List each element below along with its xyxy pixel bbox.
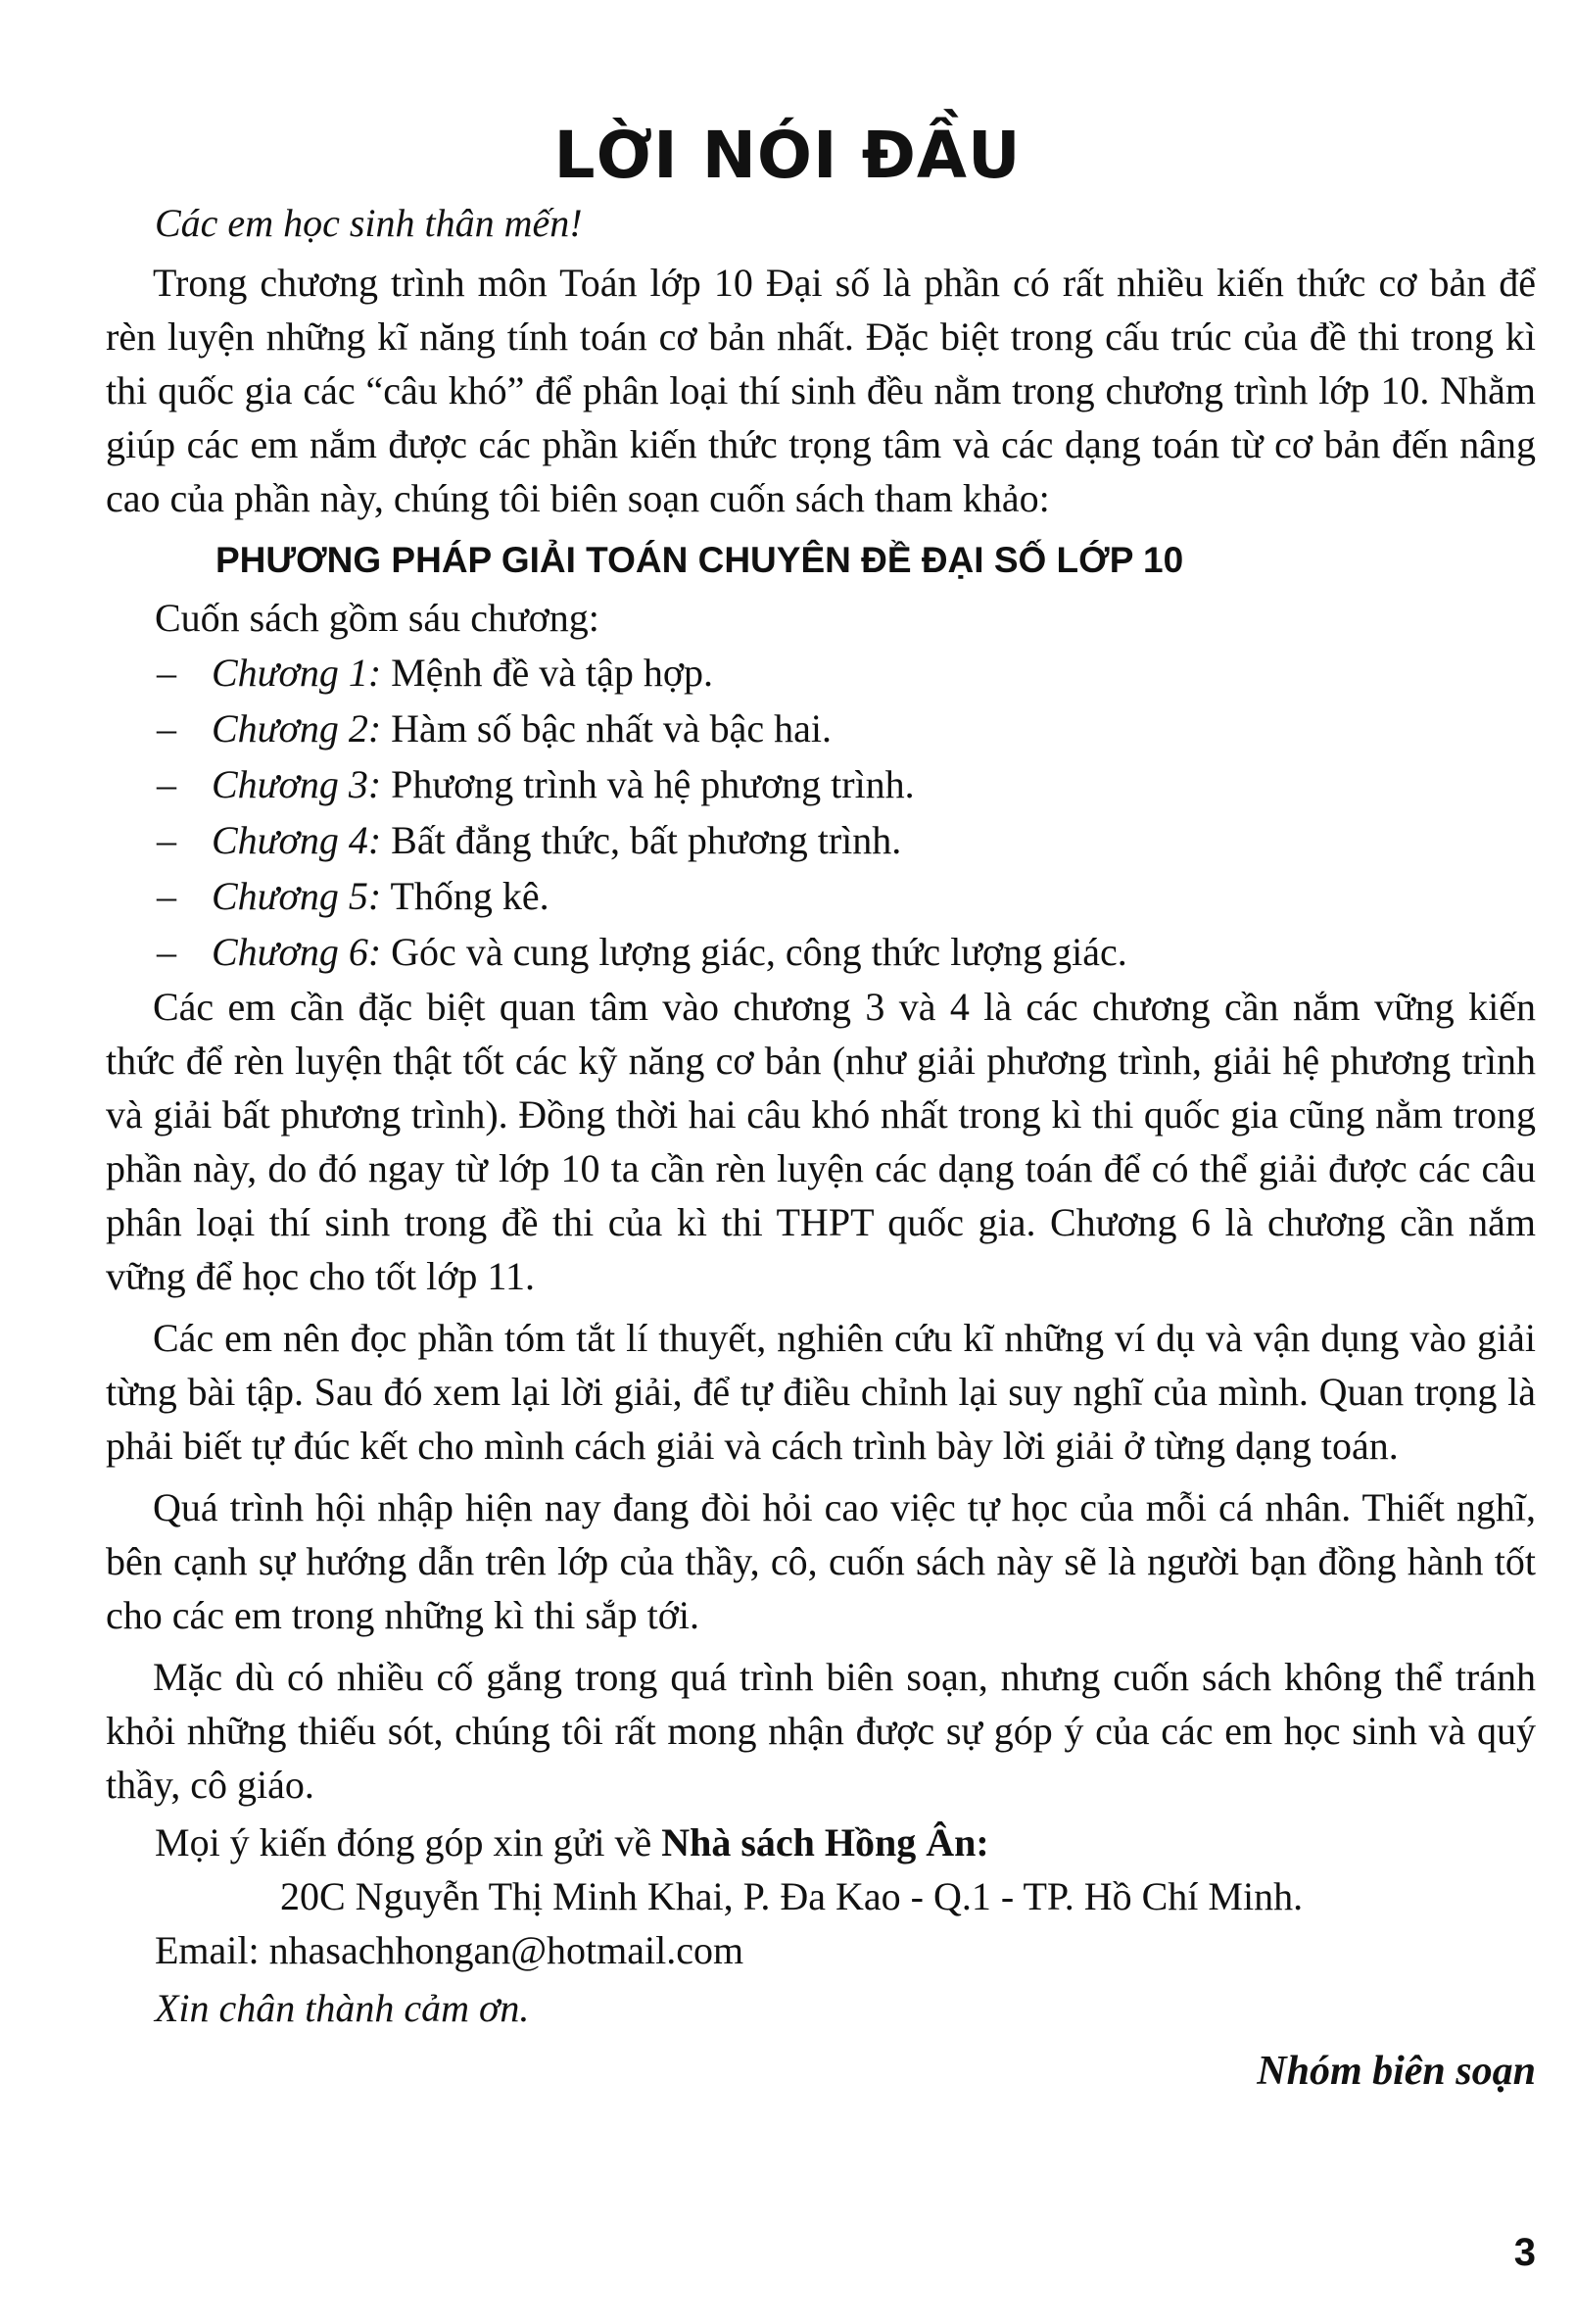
chapter-label: Chương 3: <box>212 762 382 806</box>
publisher-email: Email: nhasachhongan@hotmail.com <box>155 1928 744 1972</box>
dash-bullet: – <box>157 762 176 806</box>
chapter-item <box>157 812 1536 868</box>
chapter-text: Thống kê. <box>390 874 549 918</box>
body-paragraph: Mặc dù có nhiều cố gắng trong quá trình biên soạn, nhưng cuốn sách không thể tránh khỏi những thiếu sót, chúng tôi rất mong nhận được sự góp ý của các em học sinh và quý thầy, cô giáo. <box>106 1655 1536 1807</box>
chapter-label: Chương 1: <box>212 651 382 695</box>
book-title: PHƯƠNG PHÁP GIẢI TOÁN CHUYÊN ĐỀ ĐẠI SỐ LỚP 10 <box>215 540 1184 580</box>
dash-bullet: – <box>157 818 176 862</box>
dash-bullet: – <box>157 930 176 974</box>
chapter-text: Bất đẳng thức, bất phương trình. <box>391 818 902 862</box>
preface-body <box>106 196 1536 2099</box>
body-paragraph: Các em nên đọc phần tóm tắt lí thuyết, nghiên cứu kĩ những ví dụ và vận dụng vào giải từng bài tập. Sau đó xem lại lời giải, để tự điều chỉnh lại suy nghĩ của mình. Quan trọng là phải biết tự đúc kết cho mình cách giải và cách trình bày lời giải ở từng dạng toán. <box>106 1316 1536 1468</box>
dash-bullet: – <box>157 874 176 918</box>
chapter-label: Chương 5: <box>212 874 382 918</box>
chapter-label: Chương 6: <box>212 930 382 974</box>
dash-bullet: – <box>157 706 176 750</box>
signature: Nhóm biên soạn <box>1257 2049 1536 2094</box>
page-title: LỜI NÓI ĐẦU <box>553 118 1022 193</box>
page-number: 3 <box>1513 2231 1536 2274</box>
body-paragraph: Các em cần đặc biệt quan tâm vào chương 3 và 4 là các chương cần nắm vững kiến thức để rèn luyện thật tốt các kỹ năng cơ bản (như giải phương trình, giải hệ phương trình và giải bất phương trình). Đồng thời hai câu khó nhất trong kì thi quốc gia cũng nằm trong phần này, do đó ngay từ lớp 10 ta cần rèn luyện các dạng toán để có thể giải được các câu phân loại thí sinh trong đề thi của kì thi THPT quốc gia. Chương 6 là chương cần nắm vững để học cho tốt lớp 11. <box>106 985 1536 1298</box>
chapter-item <box>157 868 1536 924</box>
intro-paragraph: Trong chương trình môn Toán lớp 10 Đại số là phần có rất nhiều kiến thức cơ bản để rèn luyện những kĩ năng tính toán cơ bản nhất. Đặc biệt trong cấu trúc của đề thi trong kì thi quốc gia các “câu khó” để phân loại thí sinh đều nằm trong chương trình lớp 10. Nhằm giúp các em nắm được các phần kiến thức trọng tâm và các dạng toán từ cơ bản đến nâng cao của phần này, chúng tôi biên soạn cuốn sách tham khảo: <box>106 261 1536 520</box>
chapter-item <box>157 645 1536 701</box>
chapters-intro: Cuốn sách gồm sáu chương: <box>155 596 599 640</box>
chapter-item <box>157 701 1536 756</box>
chapter-item <box>157 756 1536 812</box>
publisher-name: Nhà sách Hồng Ân: <box>661 1820 989 1864</box>
contact-line <box>106 1816 1536 1869</box>
contact-prefix: Mọi ý kiến đóng góp xin gửi về <box>155 1820 662 1864</box>
greeting: Các em học sinh thân mến! <box>155 201 583 245</box>
dash-bullet: – <box>157 651 176 695</box>
body-paragraph: Quá trình hội nhập hiện nay đang đòi hỏi cao việc tự học của mỗi cá nhân. Thiết nghĩ, bên cạnh sự hướng dẫn trên lớp của thầy, cô, cuốn sách này sẽ là người bạn đồng hành tốt cho các em trong những kì thi sắp tới. <box>106 1485 1536 1637</box>
chapter-text: Mệnh đề và tập hợp. <box>391 651 714 695</box>
closing-thanks: Xin chân thành cảm ơn. <box>155 1986 530 2030</box>
chapter-text: Góc và cung lượng giác, công thức lượng giác. <box>391 930 1127 974</box>
publisher-address: 20C Nguyễn Thị Minh Khai, P. Đa Kao - Q.1 - TP. Hồ Chí Minh. <box>280 1874 1304 1918</box>
chapter-item <box>157 924 1536 980</box>
chapter-list <box>106 645 1536 980</box>
chapter-label: Chương 2: <box>212 706 382 750</box>
chapter-label: Chương 4: <box>212 818 382 862</box>
chapter-text: Hàm số bậc nhất và bậc hai. <box>391 706 832 750</box>
chapter-text: Phương trình và hệ phương trình. <box>391 762 915 806</box>
